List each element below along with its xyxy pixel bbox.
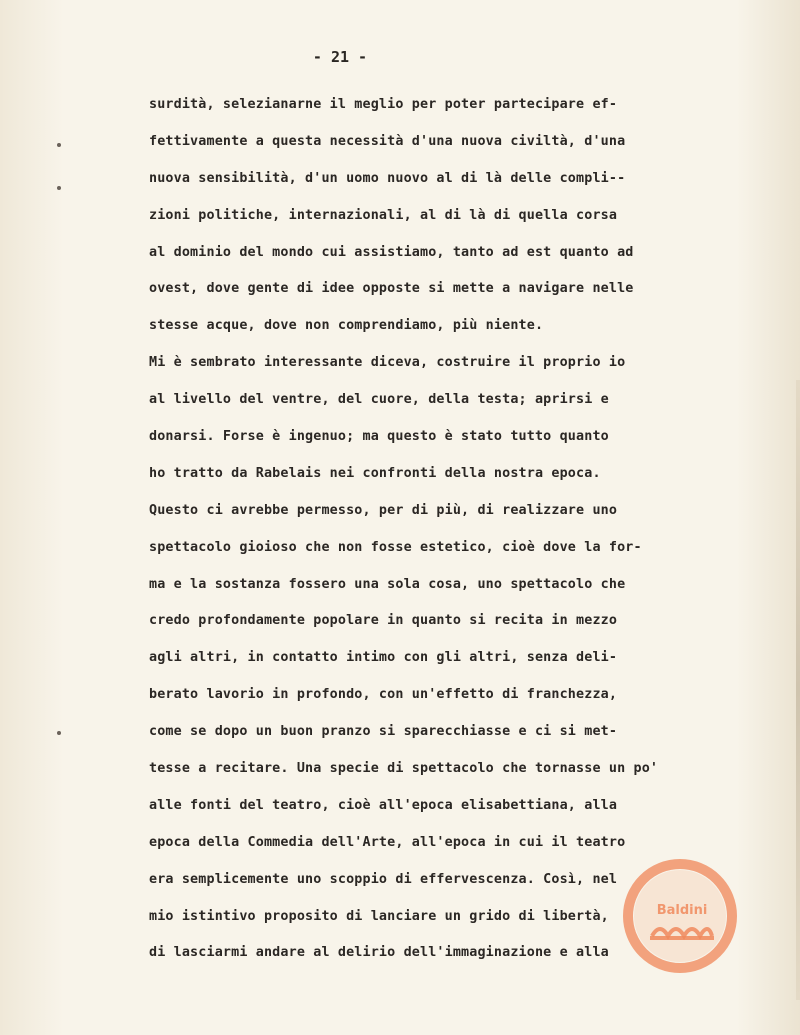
margin-mark (57, 731, 61, 735)
text-line: credo profondamente popolare in quanto si recita in mezzo (149, 613, 618, 629)
text-line: nuova sensibilità, d'un uomo nuovo al di là delle compli-- (149, 170, 626, 186)
text-line: epoca della Commedia dell'Arte, all'epoca in cui il teatro (149, 834, 626, 850)
text-line: alle fonti del teatro, cioè all'epoca elisabettiana, alla (149, 797, 618, 813)
text-line: donarsi. Forse è ingenuo; ma questo è stato tutto quanto (149, 429, 609, 445)
stamp-logo-icon (622, 858, 738, 974)
text-line: ma e la sostanza fossero una sola cosa, uno spettacolo che (149, 576, 626, 592)
text-line: mio istintivo proposito di lanciare un grido di libertà, (149, 908, 609, 924)
text-line: Mi è sembrato interessante diceva, costruire il proprio io (149, 355, 626, 371)
text-line: surdità, selezianarne il meglio per poter partecipare ef- (149, 97, 618, 112)
text-line: come se dopo un buon pranzo si sparecchiasse e ci si met- (149, 724, 618, 740)
margin-mark (57, 186, 61, 190)
text-line: era semplicemente uno scoppio di effervescenza. Così, nel (149, 871, 618, 887)
library-stamp (622, 858, 738, 974)
text-line: fettivamente a questa necessità d'una nuova civiltà, d'una (149, 133, 626, 149)
text-line: di lasciarmi andare al delirio dell'immaginazione e alla (149, 945, 609, 961)
text-line: zioni politiche, internazionali, al di là di quella corsa (149, 207, 618, 223)
text-line: spettacolo gioioso che non fosse estetico, cioè dove la for- (149, 539, 642, 555)
text-line: al livello del ventre, del cuore, della testa; aprirsi e (149, 392, 609, 408)
text-line: agli altri, in contatto intimo con gli altri, senza deli- (149, 650, 618, 666)
text-line: ho tratto da Rabelais nei confronti della nostra epoca. (149, 465, 601, 481)
page-number: - 21 - (312, 48, 368, 66)
text-line: al dominio del mondo cui assistiamo, tanto ad est quanto ad (149, 244, 634, 260)
margin-mark (57, 143, 61, 147)
text-line: tesse a recitare. Una specie di spettacolo che tornasse un po' (149, 761, 659, 777)
text-line: stesse acque, dove non comprendiamo, più niente. (149, 318, 544, 334)
body-text (149, 91, 719, 976)
text-line: Questo ci avrebbe permesso, per di più, di realizzare uno (149, 502, 618, 518)
text-line: berato lavorio in profondo, con un'effetto di franchezza, (149, 687, 618, 703)
svg-text:Baldini: Baldini (656, 903, 708, 918)
text-line: ovest, dove gente di idee opposte si mette a navigare nelle (149, 281, 634, 297)
page-edge-shadow (796, 380, 800, 1000)
